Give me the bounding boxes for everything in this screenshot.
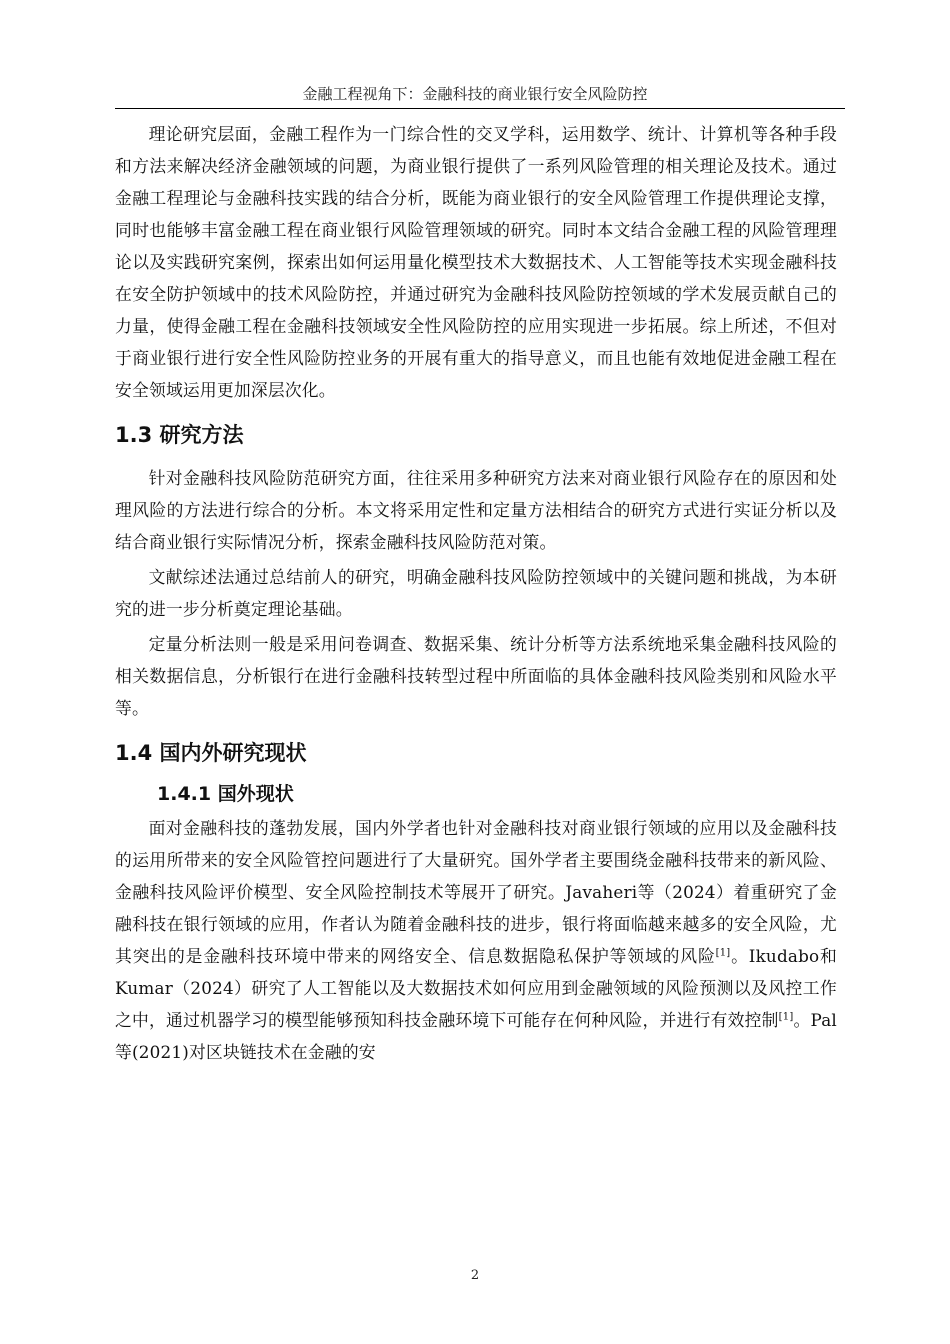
paragraph-theory: 理论研究层面，金融工程作为一门综合性的交叉学科，运用数学、统计、计算机等各种手段和方法来解决经济金融领域的问题，为商业银行提供了一系列风险管理的相关理论及技术。通过金融工程理论与金融科技实践的结合分析，既能为商业银行的安全风险管理工作提供理论支撑，同时也能够丰富金融工程在商业银行风险管理领域的研究。同时本文结合金融工程的风险管理理论以及实践研究案例，探索出如何运用量化模型技术大数据技术、人工智能等技术实现金融科技在安全防护领域中的技术风险防控，并通过研究为金融科技风险防控领域的学术发展贡献自己的力量，使得金融工程在金融科技领域安全性风险防控的应用实现进一步拓展。综上所述，不但对于商业银行进行安全性风险防控业务的开展有重大的指导意义，而且也能有效地促进金融工程在安全领域运用更加深层次化。 [115,124,837,400]
paragraph-literature-review: 文献综述法通过总结前人的研究，明确金融科技风险防控领域中的关键问题和挑战，为本研究的进一步分析奠定理论基础。 [115,567,837,619]
citation-ref[interactable]: [1] [778,1011,794,1023]
subsection-heading-1-4-1: 1.4.1 国外现状 [157,783,294,805]
paragraph-text-part: 面对金融科技的蓬勃发展，国内外学者也针对金融科技对商业银行领域的应用以及金融科技的运用所带来的安全风险管控问题进行了大量研究。国外学者主要围绕金融科技带来的新风险、金融科技风险评价模型、安全风险控制技术等展开了研究。Javaheri等（2024）着重研究了金融科技在银行领域的应用，作者认为随着金融科技的进步，银行将面临越来越多的安全风险，尤其突出的是金融科技环境中带来的网络安全、信息数据隐私保护等领域的风险 [115,818,837,966]
header-divider [115,108,845,109]
running-header: 金融工程视角下：金融科技的商业银行安全风险防控 [302,85,648,103]
citation-ref[interactable]: [1] [715,947,731,959]
paragraph-text-part: 。Pal等(2021)对区块链技术在金融的安 [115,1010,837,1062]
page-number: 2 [470,1268,480,1283]
paragraph-text-part: 。Ikudabo和Kumar（2024）研究了人工智能以及大数据技术如何应用到金融领域的风险预测以及风控工作之中，通过机器学习的模型能够预知科技金融环境下可能存在何种风险，并进行有效控制 [115,946,838,1030]
section-heading-1-4: 1.4 国内外研究现状 [115,741,307,765]
page-body [115,118,837,1068]
paragraph-methods: 针对金融科技风险防范研究方面，往往采用多种研究方法来对商业银行风险存在的原因和处理风险的方法进行综合的分析。本文将采用定性和定量方法相结合的研究方式进行实证分析以及结合商业银行实际情况分析，探索金融科技风险防范对策。 [115,468,837,552]
paragraph-quantitative: 定量分析法则一般是采用问卷调查、数据采集、统计分析等方法系统地采集金融科技风险的相关数据信息，分析银行在进行金融科技转型过程中所面临的具体金融科技风险类别和风险水平等。 [115,634,837,718]
section-heading-1-3: 1.3 研究方法 [115,423,244,447]
paragraph-foreign-status [115,812,837,1068]
